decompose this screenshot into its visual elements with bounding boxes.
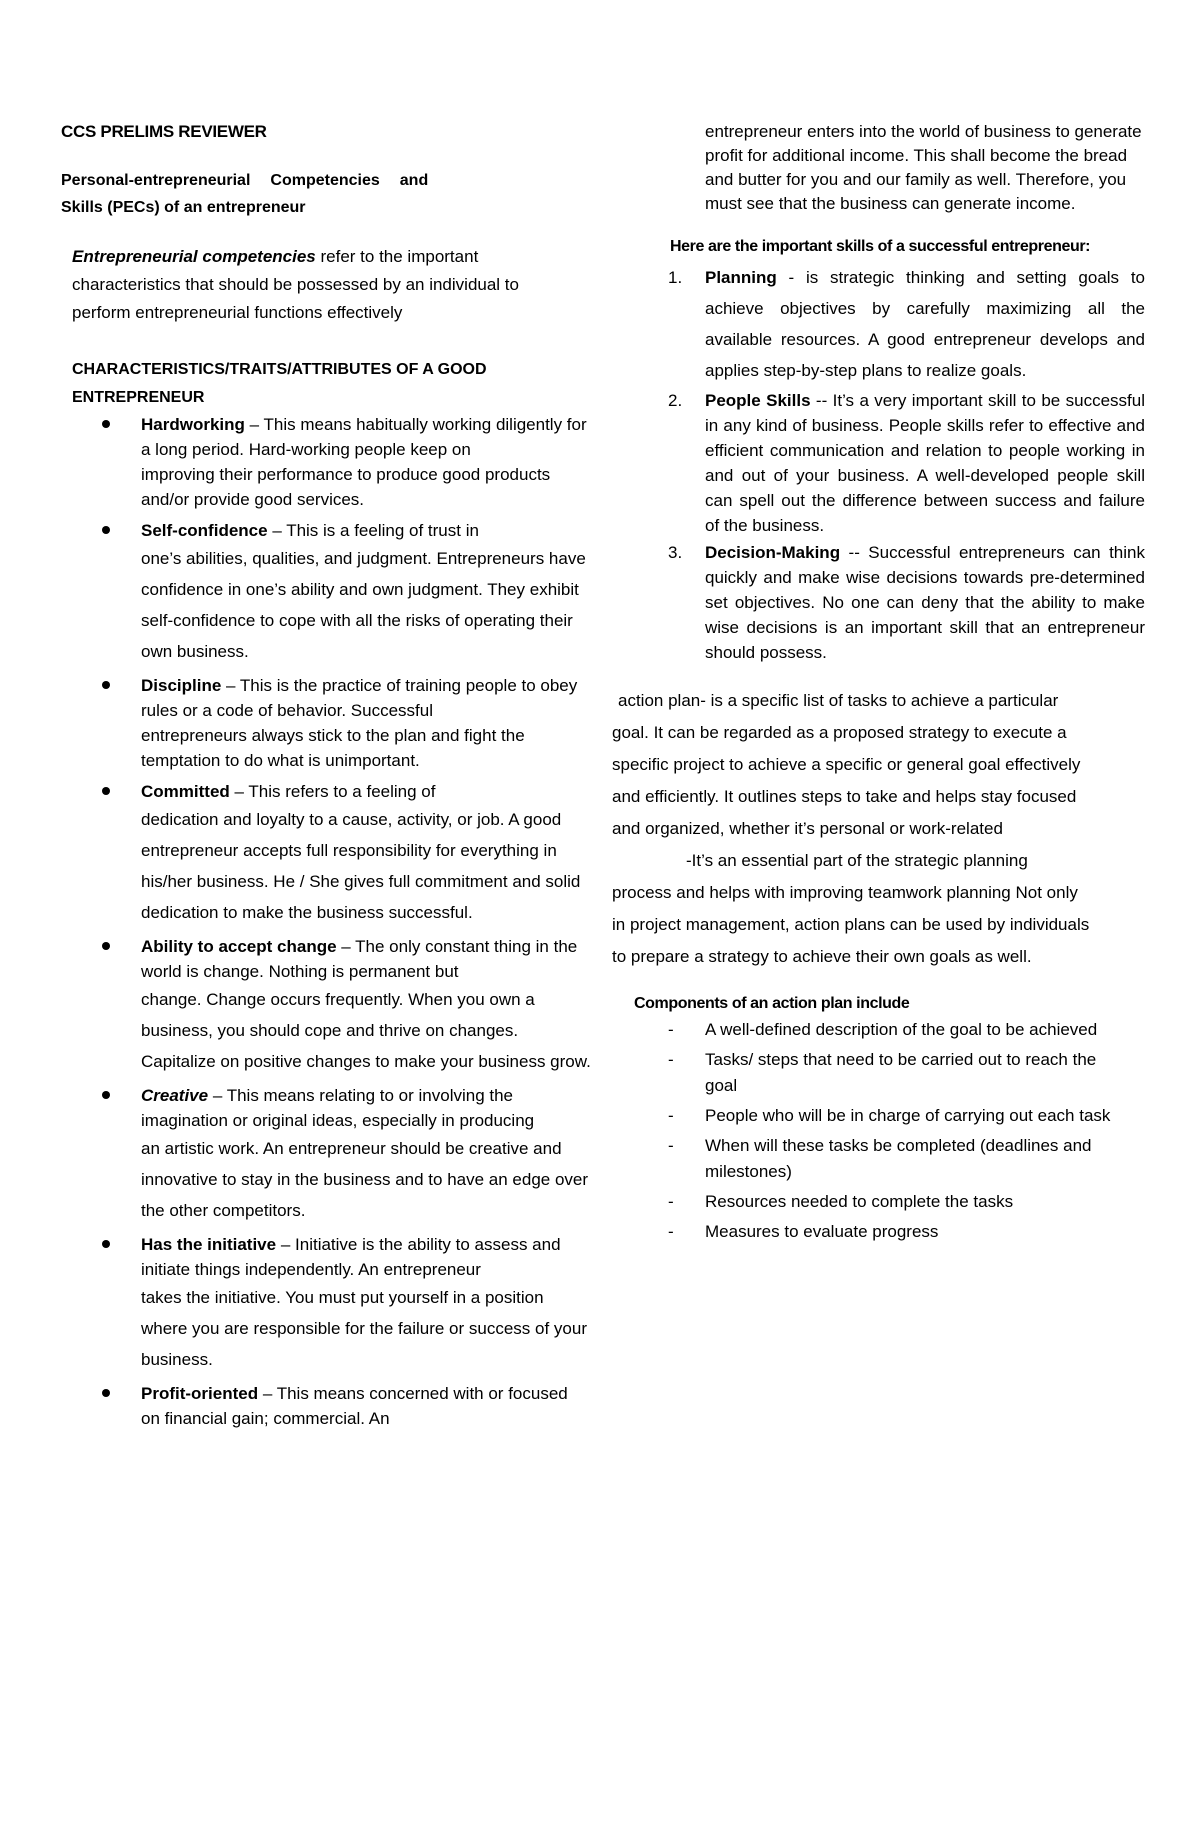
components-list [622,1017,1142,1245]
trait-item [141,518,591,667]
bullet-icon [102,1091,110,1099]
dash-marker: - [668,1050,674,1069]
component-item: - Measures to evaluate progress [705,1219,1125,1245]
trait-item [141,934,591,1077]
skill-text: - is strategic thinking and setting goals to achieve objectives by carefully maximizing all the available resources. A good entrepreneur develops and applies step-by-step plans to realize goals. [705,268,1145,380]
trait-rest-text: entrepreneurs always stick to the plan and fight the temptation to do what is unimportant. [141,726,525,770]
definition-term: Entrepreneurial competencies [72,247,316,266]
dash-marker: - [668,1222,674,1241]
skill-term: People Skills [705,391,811,410]
dash-marker: - [668,1106,674,1125]
component-item: - When will these tasks be completed (deadlines and milestones) [705,1133,1125,1185]
skill-text: -- It’s a very important skill to be successful in any kind of business. People skills refer to effective and efficient communication and relation to people working in and out of your business. A well-developed people skill can spell out the difference between success and failure of the business. [705,391,1145,535]
skill-item [668,262,1145,386]
trait-item [141,412,591,512]
trait-term: Self-confidence [141,521,268,540]
definition-paragraph [72,243,550,327]
skills-list [622,262,1145,665]
trait-rest-text: change. Change occurs frequently. When you own a business, you should cope and thrive on changes. Capitalize on positive changes to make your business grow. [141,990,591,1071]
bullet-icon [102,526,110,534]
skill-term: Decision-Making [705,543,841,562]
trait-lead-text: – Initiative is the ability to assess and initiate things independently. An entrepreneur [141,1235,561,1279]
dash-marker: - [668,1136,674,1155]
trait-term: Discipline [141,676,222,695]
trait-lead-text: – This is the practice of training people to obey rules or a code of behavior. Successful [141,676,578,720]
action-plan-definition: action plan- is a specific list of tasks to achieve a particular goal. It can be regarded as a proposed strategy to execute a specific project to achieve a specific or general goal effectively and efficiently. It outlines steps to take and helps stay focused and organized, whether it’s personal or work-related [612,691,1081,838]
component-item: - People who will be in charge of carrying out each task [705,1103,1125,1129]
profit-oriented-continuation: entrepreneur enters into the world of business to generate profit for additional income. This shall become the bread and butter for you and our family as well. Therefore, you must see that the business can generate income. [705,122,1142,213]
trait-lead-text: – This refers to a feeling of [229,782,436,801]
document-subtitle [61,167,601,221]
trait-rest-text: takes the initiative. You must put yourself in a position where you are responsible for the failure or success of your business. [141,1288,588,1369]
trait-lead-text: – This means habitually working diligently for a long period. Hard-working people keep on [141,415,587,459]
right-column [612,120,1145,1249]
action-plan-paragraph [612,685,1092,973]
subtitle-word-2: Competencies [270,172,380,189]
skill-item [668,388,1145,538]
component-item: - Tasks/ steps that need to be carried out to reach the goal [705,1047,1125,1099]
trait-rest-text: one’s abilities, qualities, and judgment. Entrepreneurs have confidence in one’s ability and own judgment. They exhibit self-confidence to cope with all the risks of operating their own business. [141,549,586,661]
skills-heading: Here are the important skills of a successful entrepreneur: [670,238,1091,255]
trait-lead-text: – This means relating to or involving the imagination or original ideas, especially in producing [141,1086,535,1130]
trait-rest-text: an artistic work. An entrepreneur should be creative and innovative to stay in the business and to have an edge over the other competitors. [141,1139,589,1220]
skill-number: 2. [668,391,683,410]
bullet-icon [102,942,110,950]
bullet-icon [102,1240,110,1248]
components-heading: Components of an action plan include [634,995,910,1012]
trait-lead-text: – This is a feeling of trust in [267,521,479,540]
trait-item [141,779,591,928]
left-column [61,120,601,1437]
bullet-icon [102,681,110,689]
trait-term: Profit-oriented [141,1384,259,1403]
subtitle-line-2: Skills (PECs) of an entrepreneur [61,199,306,216]
subtitle-word-3: and [399,172,429,189]
trait-item [141,673,591,773]
bullet-icon [102,420,110,428]
trait-term: Creative [141,1086,209,1105]
trait-rest-text: improving their performance to produce good products and/or provide good services. [141,465,551,509]
trait-item [141,1083,591,1226]
traits-heading: CHARACTERISTICS/TRAITS/ATTRIBUTES OF A GOOD ENTREPRENEUR [72,361,487,406]
bullet-icon [102,1389,110,1397]
trait-lead-text: – This means concerned with or focused on financial gain; commercial. An [141,1384,568,1428]
trait-rest-text: dedication and loyalty to a cause, activity, or job. A good entrepreneur accepts full responsibility for everything in his/her business. He / She gives full commitment and solid dedication to make the business successful. [141,810,581,922]
document-title: CCS PRELIMS REVIEWER [61,122,267,141]
bullet-icon [102,787,110,795]
action-plan-continuation: -It’s an essential part of the strategic planning process and helps with improving teamwork planning Not only in project management, action plans can be used by individuals to prepare a strategy to achieve their own goals as well. [612,851,1090,966]
trait-term: Ability to accept change [141,937,337,956]
trait-term: Has the initiative [141,1235,277,1254]
definition-text: refer to the important characteristics that should be possessed by an individual to perform entrepreneurial functions effectively [72,247,519,322]
skill-text: -- Successful entrepreneurs can think quickly and make wise decisions towards pre-determined set objectives. No one can deny that the ability to make wise decisions is an important skill that an entrepreneur should possess. [705,543,1145,662]
trait-item [141,1232,591,1375]
component-item: - Resources needed to complete the tasks [705,1189,1125,1215]
traits-list [61,412,601,1431]
trait-term: Hardworking [141,415,245,434]
component-item: - A well-defined description of the goal to be achieved [705,1017,1125,1043]
skill-number: 1. [668,268,683,287]
skill-item [668,540,1145,665]
subtitle-word-1: Personal-entrepreneurial [61,172,251,189]
trait-item [141,1381,591,1431]
dash-marker: - [668,1020,674,1039]
skill-term: Planning [705,268,777,287]
trait-term: Committed [141,782,230,801]
skill-number: 3. [668,543,683,562]
dash-marker: - [668,1192,674,1211]
trait-lead-text: – The only constant thing in the world is change. Nothing is permanent but [141,937,578,981]
